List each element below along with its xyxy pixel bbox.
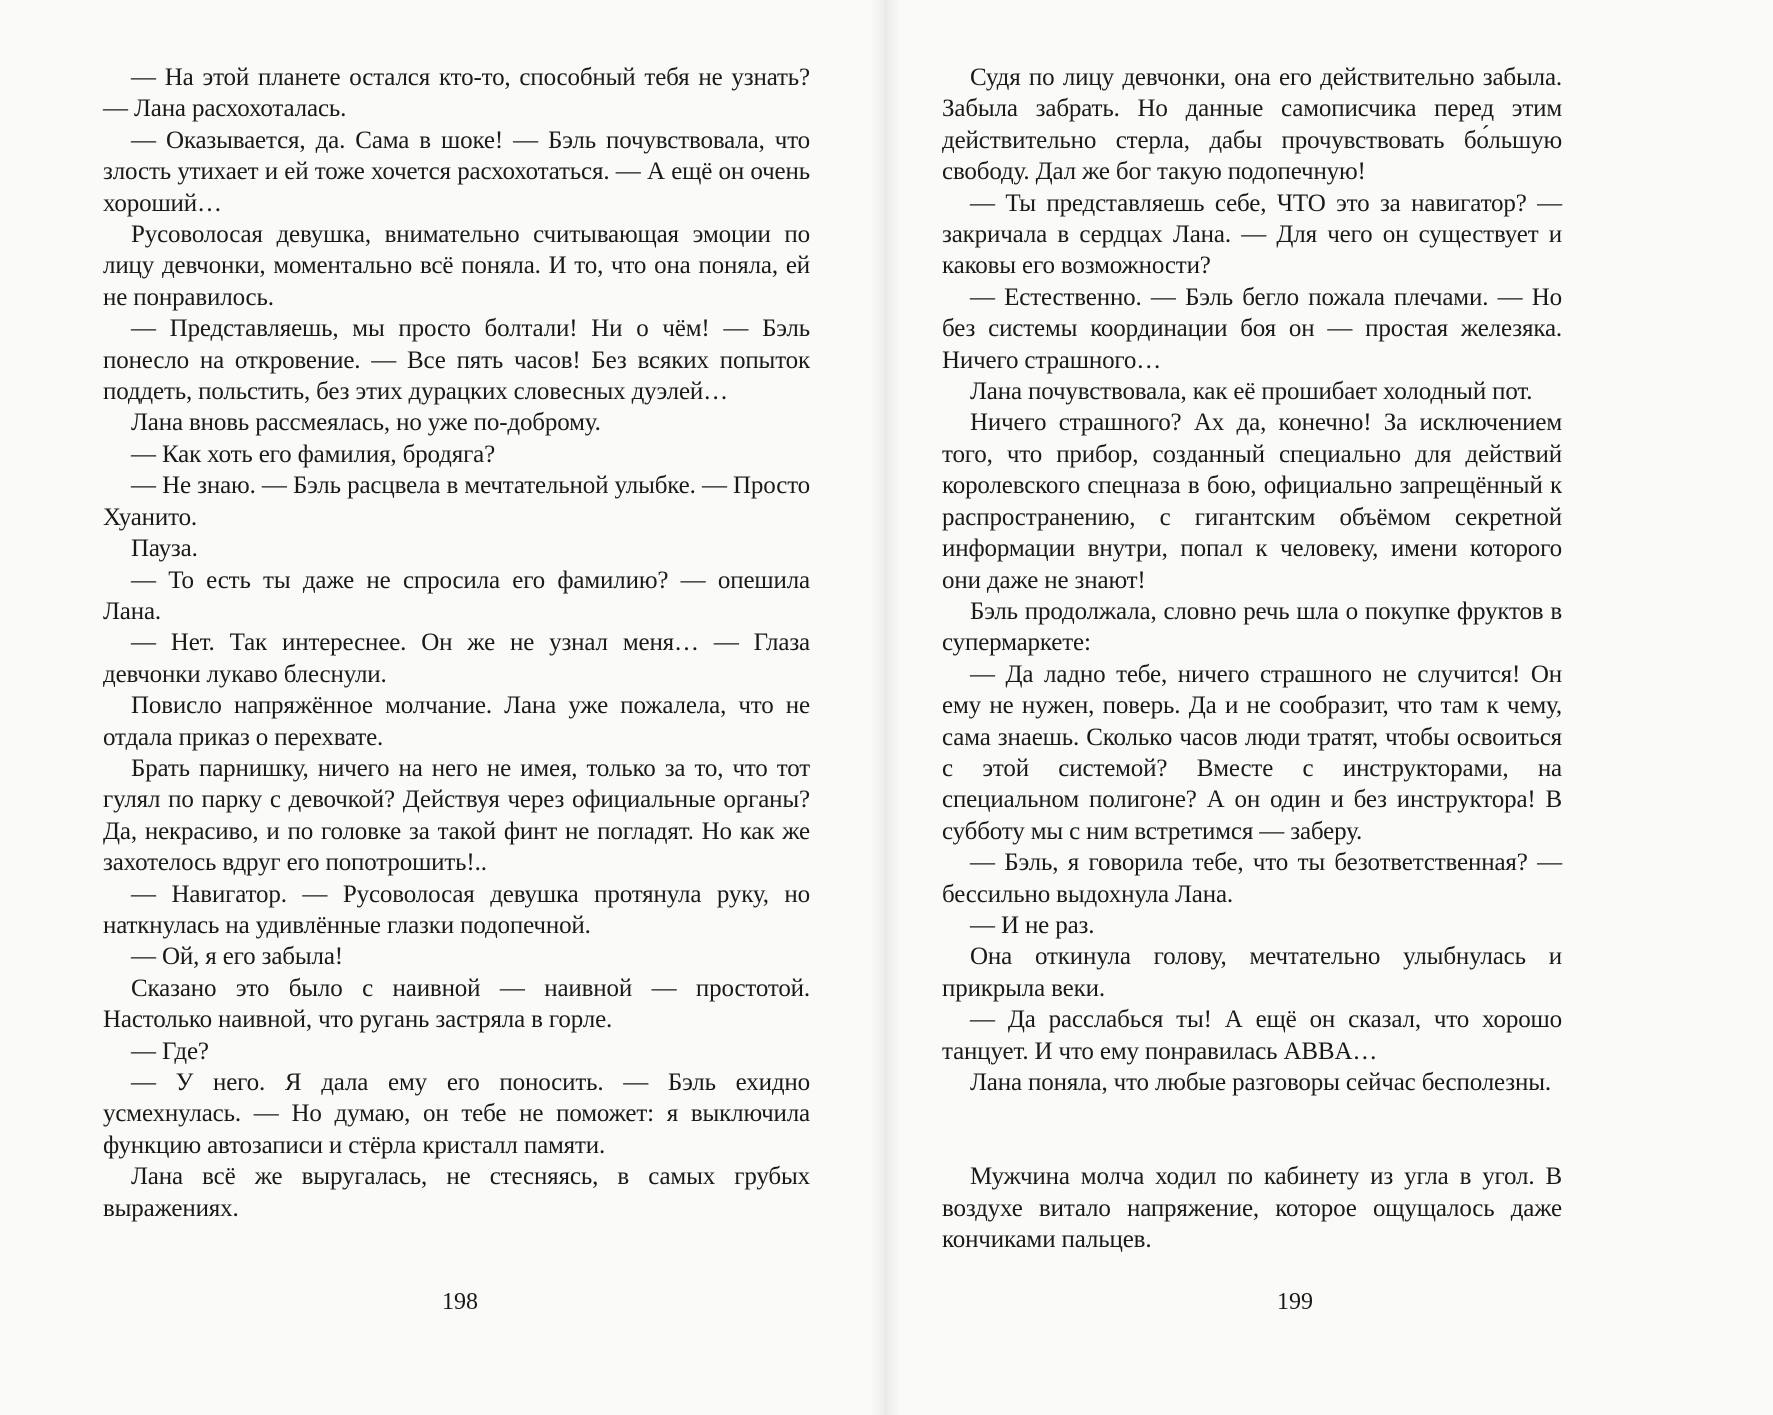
right-page <box>886 0 1773 1415</box>
paragraph: — Где? <box>131 1037 209 1065</box>
paragraph: Судя по лицу девчонки, она его действительно забыла. Забыла забрать. Но данные самописчика перед этим действительно стерла, дабы прочувствовать бо́льшую свободу. Дал же бог такую подопечную! <box>942 64 1562 186</box>
paragraph: Она откинула голову, мечтательно улыбнулась и прикрыла веки. <box>942 943 1562 1002</box>
paragraph: Мужчина молча ходил по кабинету из угла в угол. В воздухе витало напряжение, которое ощущалось даже кончиками пальцев. <box>942 1163 1562 1254</box>
paragraph: Лана почувствовала, как её прошибает холодный пот. <box>970 378 1533 406</box>
paragraph: Бэль продолжала, словно речь шла о покупке фруктов в супермаркете: <box>942 597 1562 657</box>
paragraph: Лана всё же выругалась, не стесняясь, в самых грубых выражениях. <box>103 1163 810 1222</box>
paragraph: — Бэль, я говорила тебе, что ты безответственная? — бессильно выдохнула Лана. <box>942 849 1562 908</box>
left-page-text <box>103 62 810 1224</box>
paragraph: — Да ладно тебе, ничего страшного не случится! Он ему не нужен, поверь. Да и не сообразит, что там к чему, сама знаешь. Сколько часов люди тратят, чтобы освоиться с этой системой? Вместе с инструкторами, на специальном полигоне? А он один и без инструктора! В субботу мы с ним встретимся — заберу. <box>942 660 1562 845</box>
paragraph: — И не раз. <box>970 911 1095 939</box>
paragraph: Повисло напряжённое молчание. Лана уже пожалела, что не отдала приказ о перехвате. <box>103 692 810 751</box>
paragraph: — Не знаю. — Бэль расцвела в мечтательной улыбке. — Просто Хуанито. <box>103 472 810 531</box>
paragraph: Русоволосая девушка, внимательно считывающая эмоции по лицу девчонки, моментально всё поняла. И то, что она поняла, ей не понравилось. <box>103 221 810 311</box>
paragraph: — Нет. Так интереснее. Он же не узнал меня… — Глаза девчонки лукаво блеснули. <box>103 629 810 688</box>
paragraph: Лана поняла, что любые разговоры сейчас бесполезны. <box>970 1069 1551 1096</box>
paragraph: — Оказывается, да. Сама в шоке! — Бэль почувствовала, что злость утихает и ей тоже хочется расхохотаться. — А ещё он очень хороший… <box>103 126 810 217</box>
paragraph: Лана вновь рассмеялась, но уже по-доброму. <box>131 409 601 437</box>
book-gutter <box>870 0 902 1415</box>
paragraph: Сказано это было с наивной — наивной — простотой. Настолько наивной, что ругань застряла в горле. <box>103 974 810 1034</box>
paragraph: — У него. Я дала ему его поносить. — Бэль ехидно усмехнулась. — Но думаю, он тебе не поможет: я выключила функцию автозаписи и стёрла кристалл памяти. <box>103 1069 810 1159</box>
paragraph: — То есть ты даже не спросила его фамилию? — опешила Лана. <box>103 566 810 625</box>
page-number: 198 <box>442 1289 478 1315</box>
paragraph: — На этой планете остался кто-то, способный тебя не узнать? — Лана расхохоталась. <box>103 64 810 123</box>
left-page <box>0 0 886 1415</box>
paragraph: — Навигатор. — Русоволосая девушка протянула руку, но наткнулась на удивлённые глазки подопечной. <box>103 880 810 939</box>
paragraph: — Ой, я его забыла! <box>131 943 343 971</box>
paragraph: Пауза. <box>131 535 198 563</box>
paragraph: — Да расслабься ты! А ещё он сказал, что хорошо танцует. И что ему понравилась ABBA… <box>942 1006 1562 1065</box>
paragraph: — Естественно. — Бэль бегло пожала плечами. — Но без системы координации боя он — простая железяка. Ничего страшного… <box>942 283 1562 374</box>
paragraph: — Как хоть его фамилия, бродяга? <box>131 440 496 468</box>
page-number: 199 <box>1277 1289 1313 1315</box>
right-page-text <box>942 62 1562 1255</box>
paragraph: Брать парнишку, ничего на него не имея, только за то, что тот гулял по парку с девочкой? Действуя через официальные органы? Да, некрасиво, и по головке за такой финт не погладят. Но как же захотелось вдруг его попотрошить!.. <box>103 754 810 877</box>
paragraph: — Ты представляешь себе, ЧТО это за навигатор? — закричала в сердцах Лана. — Для чего он существует и каковы его возможности? <box>942 189 1562 280</box>
paragraph: — Представляешь, мы просто болтали! Ни о чём! — Бэль понесло на откровение. — Все пять часов! Без всяких попыток поддеть, польстить, без этих дурацких словесных дуэлей… <box>103 315 810 406</box>
paragraph: Ничего страшного? Ах да, конечно! За исключением того, что прибор, созданный специально для действий королевского спецназа в бою, официально запрещённый к распространению, с гигантским объёмом секретной информации внутри, попал к человеку, имени которого они даже не знают! <box>942 409 1562 594</box>
